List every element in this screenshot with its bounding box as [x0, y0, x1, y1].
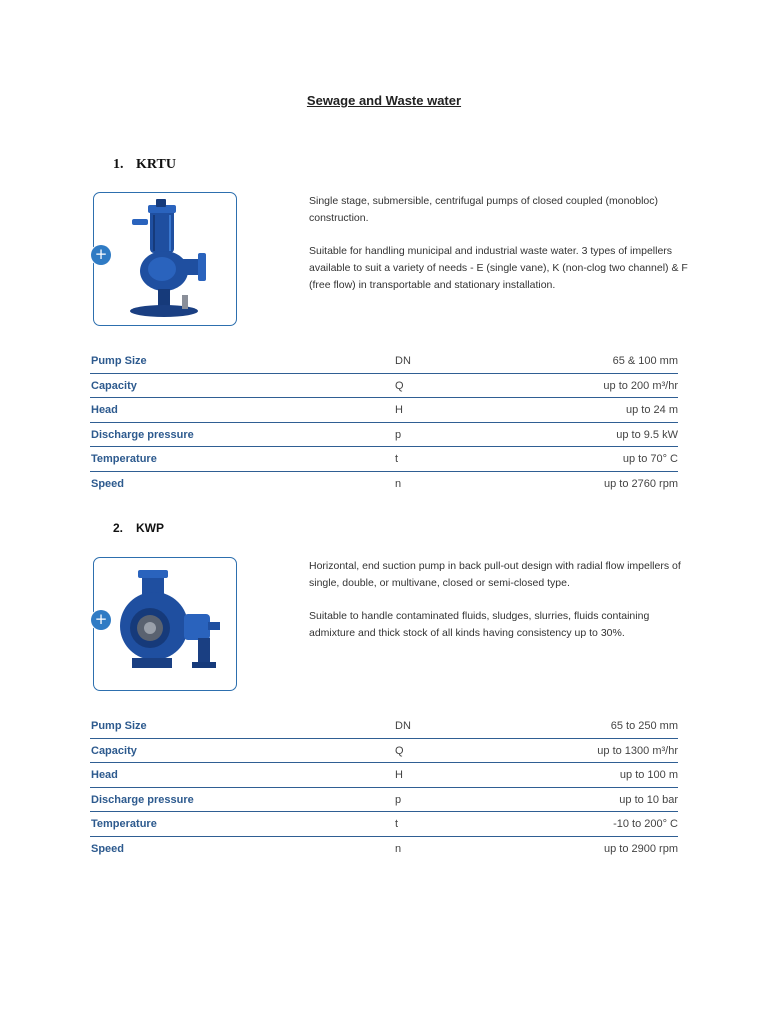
spec-label: Temperature	[91, 453, 157, 465]
description-paragraph: Single stage, submersible, centrifugal pumps of closed coupled (monobloc) construction.	[309, 195, 659, 224]
spec-value: up to 2900 rpm	[604, 842, 678, 855]
spec-symbol: p	[395, 428, 402, 441]
table-row	[90, 472, 678, 497]
table-row	[90, 714, 678, 739]
section-name: KRTU	[136, 157, 176, 172]
spec-value: up to 2760 rpm	[604, 477, 678, 490]
description-paragraph: Suitable to handle contaminated fluids, sludges, slurries, fluids containing admixture and thick stock of all kinds having consistency up to 30%.	[309, 610, 650, 639]
table-row	[90, 812, 678, 837]
spec-value: up to 1300 m³/hr	[597, 744, 678, 757]
spec-symbol: DN	[395, 355, 411, 367]
spec-symbol: p	[395, 793, 402, 806]
spec-value: 65 & 100 mm	[612, 355, 678, 367]
end-suction-pump-image	[112, 562, 226, 688]
spec-label: Speed	[91, 477, 125, 490]
spec-label: Head	[91, 404, 118, 416]
product-image-kwp	[93, 557, 237, 691]
section-name: KWP	[136, 521, 164, 535]
expand-plus-button[interactable]: +	[91, 610, 111, 630]
spec-value: up to 200 m³/hr	[603, 379, 678, 392]
spec-symbol: H	[395, 769, 403, 781]
description-paragraph: Suitable for handling municipal and industrial waste water. 3 types of impellers available to suit a variety of needs - E (single vane), K (non-clog two channel) & F (free flow) in transportable and stationary installation.	[309, 245, 688, 291]
spec-label: Discharge pressure	[91, 793, 194, 806]
spec-table-krtu	[90, 349, 678, 496]
table-row	[90, 763, 678, 788]
spec-value: -10 to 200° C	[613, 818, 678, 830]
spec-value: up to 10 bar	[619, 793, 678, 806]
spec-label: Discharge pressure	[91, 428, 194, 441]
table-row	[90, 349, 678, 374]
spec-symbol: Q	[395, 744, 404, 757]
spec-label: Pump Size	[91, 355, 147, 367]
table-row	[90, 398, 678, 423]
spec-symbol: Q	[395, 379, 404, 392]
spec-value: up to 24 m	[626, 404, 678, 416]
table-row	[90, 788, 678, 813]
table-row	[90, 374, 678, 399]
spec-symbol: n	[395, 842, 402, 855]
spec-value: up to 70° C	[622, 453, 678, 465]
table-row	[90, 423, 678, 448]
spec-label: Speed	[91, 842, 125, 855]
description-krtu	[309, 193, 689, 310]
page-title: Sewage and Waste water	[306, 93, 462, 108]
spec-label: Head	[91, 769, 118, 781]
spec-value: up to 9.5 kW	[616, 428, 678, 441]
description-paragraph: Horizontal, end suction pump in back pull-out design with radial flow impellers of single, double, or multivane, closed or semi-closed type.	[309, 560, 681, 589]
spec-symbol: t	[395, 818, 399, 830]
spec-label: Capacity	[91, 744, 137, 757]
spec-table-kwp	[90, 714, 678, 861]
spec-label: Pump Size	[91, 720, 147, 732]
submersible-pump-image	[112, 197, 222, 323]
spec-symbol: DN	[395, 720, 411, 732]
section-heading-kwp	[113, 521, 164, 535]
description-kwp	[309, 558, 689, 658]
spec-value: up to 100 m	[619, 769, 678, 781]
table-row	[90, 447, 678, 472]
spec-symbol: n	[395, 477, 402, 490]
table-row	[90, 837, 678, 862]
spec-label: Capacity	[91, 379, 137, 392]
section-heading-krtu	[113, 157, 176, 173]
product-image-krtu	[93, 192, 237, 326]
expand-plus-button[interactable]: +	[91, 245, 111, 265]
spec-symbol: H	[395, 404, 403, 416]
spec-value: 65 to 250 mm	[610, 720, 678, 732]
table-row	[90, 739, 678, 764]
spec-label: Temperature	[91, 818, 157, 830]
spec-symbol: t	[395, 453, 399, 465]
section-number: 2.	[113, 521, 124, 535]
section-number: 1.	[113, 157, 124, 172]
